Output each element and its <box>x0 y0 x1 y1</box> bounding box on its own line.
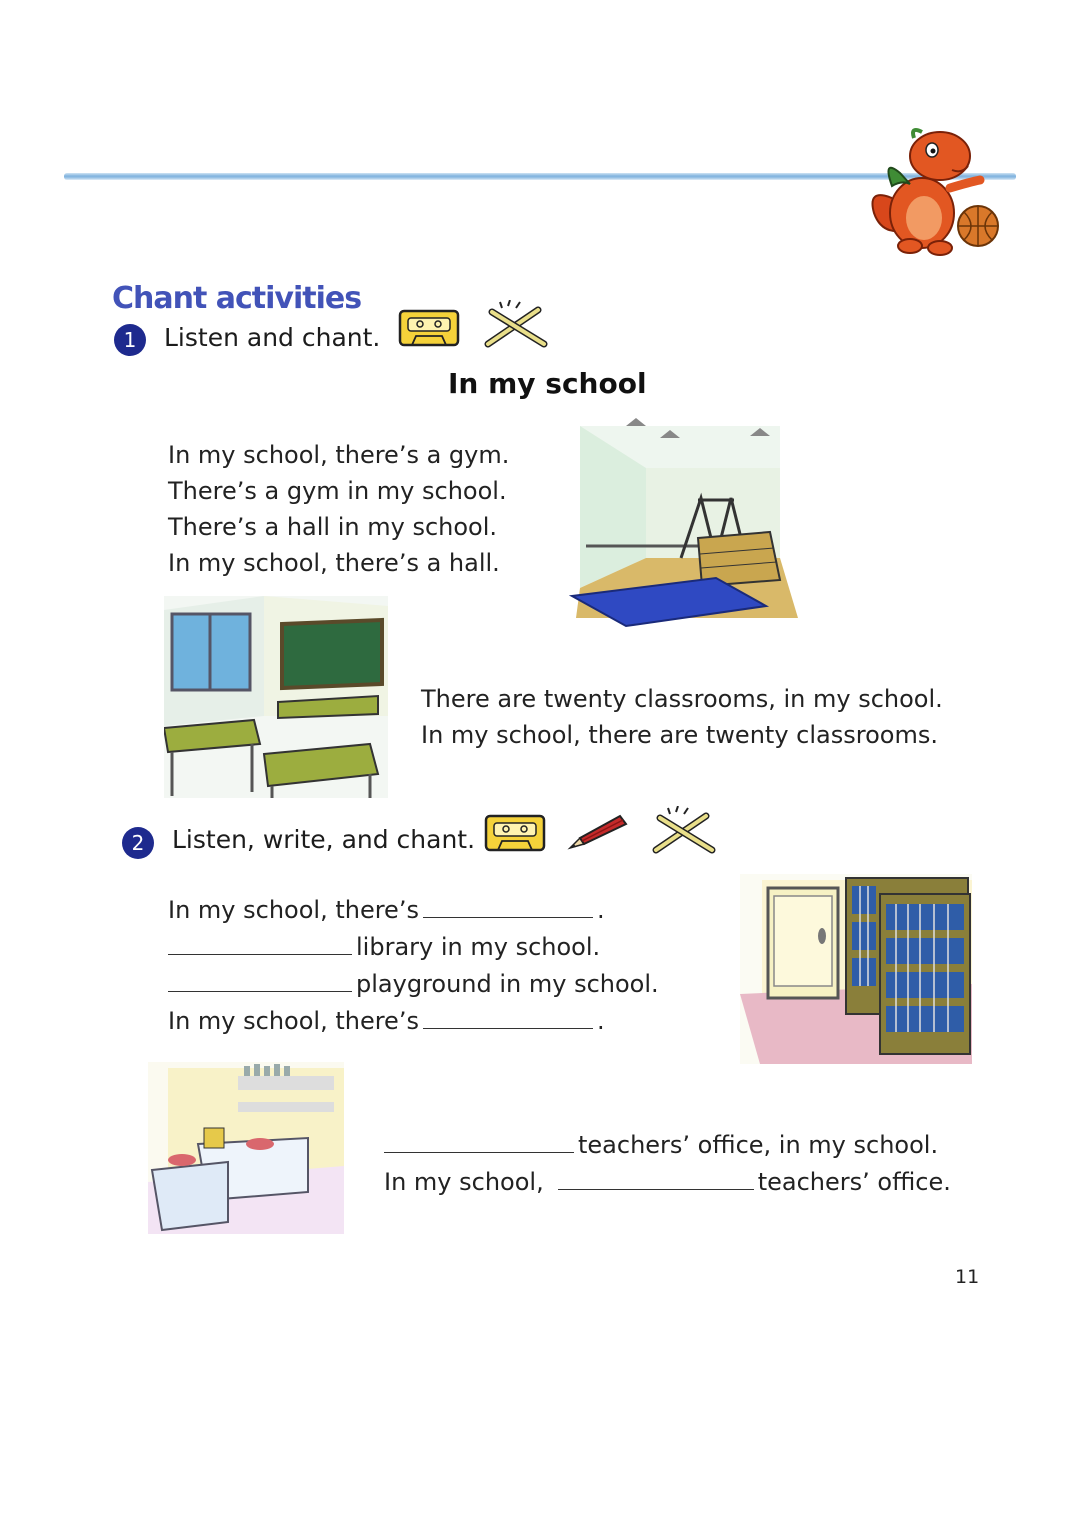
cassette-icon <box>398 309 460 347</box>
fill-in-line <box>384 1163 951 1200</box>
answer-blank[interactable] <box>558 1163 754 1190</box>
answer-blank[interactable] <box>168 965 352 992</box>
verse-line: There are twenty classrooms, in my school. <box>421 685 943 713</box>
answer-blank[interactable] <box>423 891 593 918</box>
answer-blank[interactable] <box>423 1002 593 1029</box>
verse-line: In my school, there’s a hall. <box>168 549 500 577</box>
line-text: teachers’ office, in my school. <box>578 1131 939 1159</box>
pencil-icon <box>566 812 632 852</box>
page-number: 11 <box>955 1266 980 1288</box>
chant-verse-2 <box>421 681 943 753</box>
line-text: playground in my school. <box>356 970 659 998</box>
activity-number-badge-1: 1 <box>114 324 146 356</box>
chant-verse-1 <box>168 437 509 581</box>
answer-blank[interactable] <box>384 1126 574 1153</box>
activity2-instruction: Listen, write, and chant. <box>172 825 476 854</box>
chant-title: In my school <box>448 367 647 400</box>
line-text: . <box>596 896 605 924</box>
fill-in-line <box>168 928 659 965</box>
section-heading: Chant activities <box>112 281 362 316</box>
teachers-office-illustration <box>148 1062 344 1234</box>
verse-line: There’s a gym in my school. <box>168 477 507 505</box>
gym-illustration <box>566 408 798 630</box>
fill-in-line <box>168 1002 659 1039</box>
verse-line: In my school, there are twenty classrooms. <box>421 721 938 749</box>
verse-line: In my school, there’s a gym. <box>168 441 510 469</box>
crossed-sticks-icon <box>478 300 550 350</box>
line-text: . <box>596 1007 605 1035</box>
line-text: library in my school. <box>356 933 601 961</box>
line-text: In my school, <box>384 1168 544 1196</box>
cassette-icon <box>484 814 546 852</box>
answer-blank[interactable] <box>168 928 352 955</box>
line-text: teachers’ office. <box>757 1168 951 1196</box>
fill-in-verse-1 <box>168 891 659 1039</box>
fill-in-line <box>168 891 659 928</box>
dragon-mascot-illustration <box>862 118 1012 258</box>
crossed-sticks-icon <box>646 806 718 856</box>
fill-in-line <box>384 1126 951 1163</box>
line-text: In my school, there’s <box>168 1007 419 1035</box>
line-text: In my school, there’s <box>168 896 419 924</box>
classroom-illustration <box>164 596 388 798</box>
fill-in-verse-2 <box>384 1126 951 1200</box>
fill-in-line <box>168 965 659 1002</box>
activity-number-badge-2: 2 <box>122 827 154 859</box>
verse-line: There’s a hall in my school. <box>168 513 498 541</box>
library-illustration <box>740 874 972 1064</box>
activity1-instruction: Listen and chant. <box>164 323 381 352</box>
